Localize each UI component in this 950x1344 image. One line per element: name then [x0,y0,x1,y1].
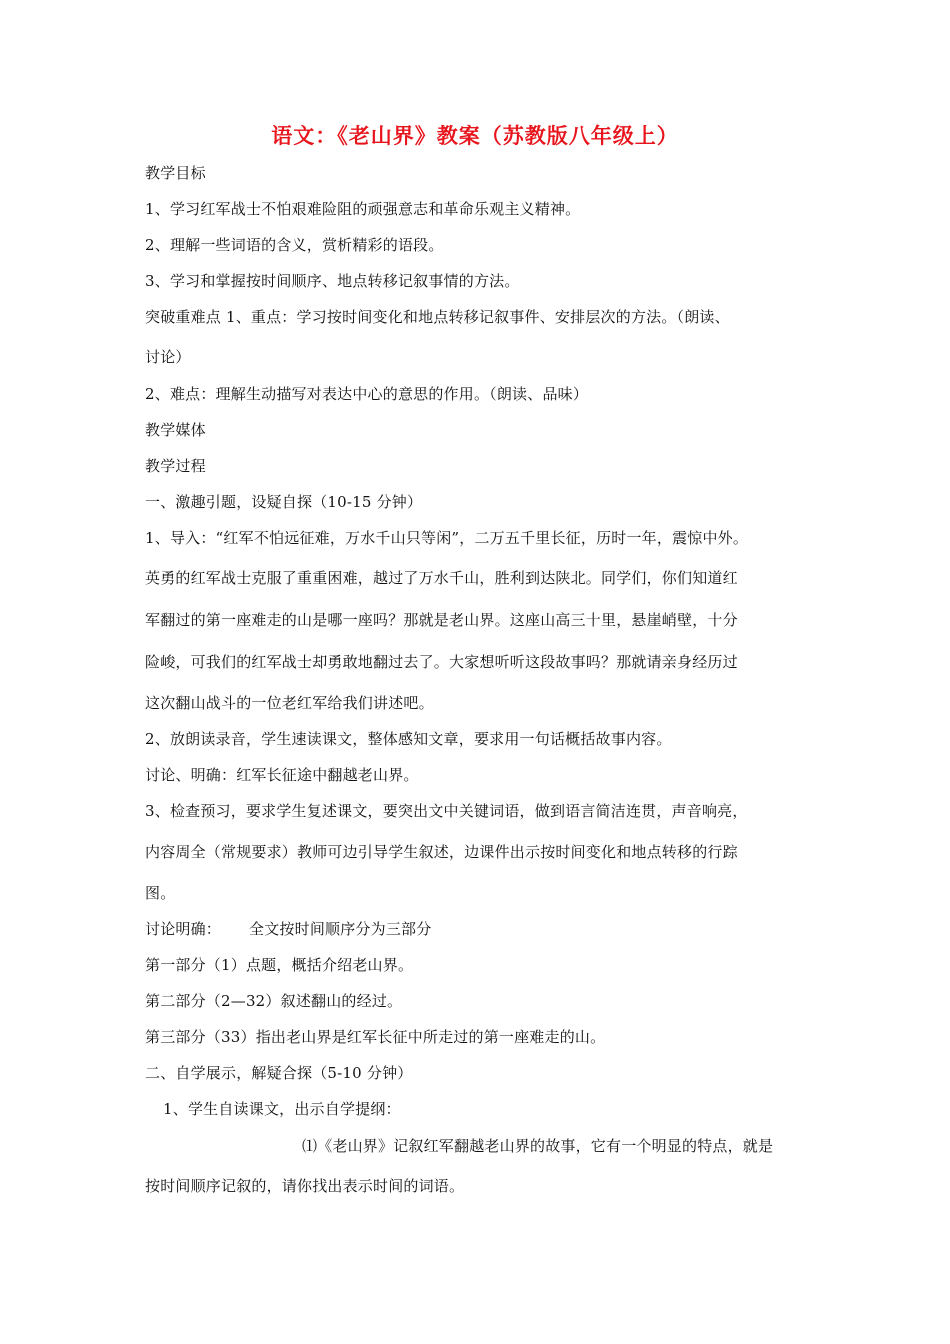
paragraph-line: 第一部分（1）点题，概括介绍老山界。 [145,956,414,974]
paragraph-line: 1、学生自读课文，出示自学提纲： [163,1100,401,1118]
paragraph-line: 图。 [145,884,176,902]
paragraph-line: 二、自学展示，解疑合探（5-10 分钟） [145,1064,413,1082]
section-heading-media: 教学媒体 [145,421,206,439]
paragraph-line: 这次翻山战斗的一位老红军给我们讲述吧。 [145,694,434,712]
discussion-label: 讨论明确： [145,920,222,938]
paragraph-line: 讨论） [145,348,191,366]
paragraph-line: 第三部分（33）指出老山界是红军长征中所走过的第一座难走的山。 [145,1028,606,1046]
paragraph-line: 英勇的红军战士克服了重重困难，越过了万水千山，胜利到达陕北。同学们，你们知道红 [145,569,738,587]
paragraph-line: 3、学习和掌握按时间顺序、地点转移记叙事情的方法。 [145,272,520,290]
page-title: 语文：《老山界》教案（苏教版八年级上） [271,123,679,148]
paragraph-line: 3、检查预习，要求学生复述课文，要突出文中关键词语，做到语言简洁连贯，声音响亮， [145,802,748,820]
paragraph-line: ⑴《老山界》记叙红军翻越老山界的故事，它有一个明显的特点，就是 [302,1137,774,1155]
paragraph-line: 1、学习红军战士不怕艰难险阻的顽强意志和革命乐观主义精神。 [145,200,581,218]
paragraph-line: 按时间顺序记叙的，请你找出表示时间的词语。 [145,1177,465,1195]
paragraph-line: 2、难点：理解生动描写对表达中心的意思的作用。（朗读、品味） [145,385,589,403]
paragraph-line [145,919,431,939]
discussion-text: 全文按时间顺序分为三部分 [249,920,432,938]
paragraph-line: 2、放朗读录音，学生速读课文，整体感知文章，要求用一句话概括故事内容。 [145,730,672,748]
section-heading-process: 教学过程 [145,457,206,475]
paragraph-line: 1、导入：“红军不怕远征难，万水千山只等闲”，二万五千里长征，历时一年，震惊中外。 [145,529,749,547]
paragraph-line: 2、理解一些词语的含义，赏析精彩的语段。 [145,236,444,254]
paragraph-line: 讨论、明确：红军长征途中翻越老山界。 [145,766,419,784]
paragraph-line: 一、激趣引题，设疑自探（10-15 分钟） [145,493,423,511]
paragraph-line: 第二部分（2—32）叙述翻山的经过。 [145,992,403,1010]
paragraph-line: 军翻过的第一座难走的山是哪一座吗？那就是老山界。这座山高三十里，悬崖峭壁，十分 [145,611,738,629]
paragraph-line: 内容周全（常规要求）教师可边引导学生叙述，边课件出示按时间变化和地点转移的行踪 [145,843,738,861]
paragraph-line: 突破重难点 1、重点：学习按时间变化和地点转移记叙事件、安排层次的方法。（朗读、 [145,308,730,326]
paragraph-line: 险峻，可我们的红军战士却勇敢地翻过去了。大家想听听这段故事吗？那就请亲身经历过 [145,653,738,671]
section-heading-objectives: 教学目标 [145,164,206,182]
